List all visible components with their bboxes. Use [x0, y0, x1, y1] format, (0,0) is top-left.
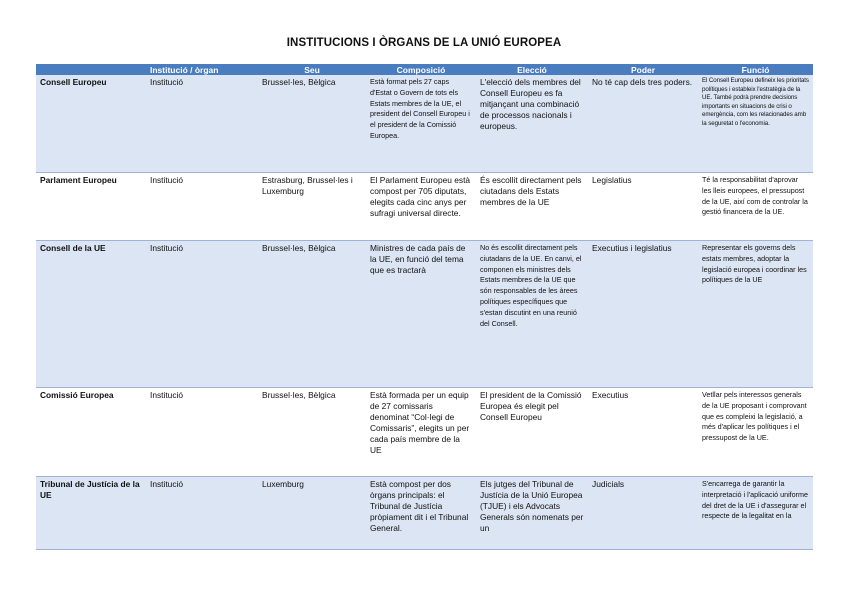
- cell-funcio: Vetllar pels interessos generals de la UE proposant i comprovant que es compleixi la legislació, a més d'aplicar les polítiques i el pressupost de la UE.: [698, 388, 813, 477]
- header-cell-seu: Seu: [258, 64, 366, 75]
- table-row: [36, 241, 813, 388]
- table-row: [36, 75, 813, 173]
- cell-poder: No té cap dels tres poders.: [588, 75, 698, 173]
- cell-poder: Judicials: [588, 477, 698, 550]
- table-row: [36, 173, 813, 241]
- cell-funcio: Té la responsabilitat d'aprovar les lleis europees, el pressupost de la UE, així com de controlar la gestió financera de la UE.: [698, 173, 813, 241]
- cell-name: Parlament Europeu: [36, 173, 146, 241]
- cell-poder: Executius i legislatius: [588, 241, 698, 388]
- table-row: [36, 388, 813, 477]
- header-cell-poder: Poder: [588, 64, 698, 75]
- cell-eleccio: No és escollit directament pels ciutadans de la UE. En canvi, el componen els ministres dels Estats membres de la UE que són responsables de les àrees polítiques específiques que s'estan discutint en una reunió del Consell.: [476, 241, 588, 388]
- header-cell-composicio: Composició: [366, 64, 476, 75]
- cell-funcio: Representar els governs dels estats membres, adoptar la legislació europea i coordinar les polítiques de la UE: [698, 241, 813, 388]
- cell-name: Comissió Europea: [36, 388, 146, 477]
- cell-poder: Legislatius: [588, 173, 698, 241]
- cell-composicio: Està formada per un equip de 27 comissaris denominat “Col·legi de Comissaris”, elegits un per cada país membre de la UE: [366, 388, 476, 477]
- cell-funcio: El Consell Europeu defineix les prioritats polítiques i estableix l'estratègia de la UE. També podrà prendre decisions importants en situacions de crisi o emergència, com les relacionades amb la seguretat o l'economia.: [698, 75, 813, 173]
- header-cell-institution: Institució / òrgan: [146, 64, 258, 75]
- cell-seu: Brussel·les, Bèlgica: [258, 241, 366, 388]
- cell-type: Institució: [146, 75, 258, 173]
- cell-name: Consell Europeu: [36, 75, 146, 173]
- institutions-table: [36, 64, 813, 550]
- header-cell-funcio: Funció: [698, 64, 813, 75]
- cell-type: Institució: [146, 477, 258, 550]
- cell-eleccio: L'elecció dels membres del Consell Europeu es fa mitjançant una combinació de processos nacionals i europeus.: [476, 75, 588, 173]
- cell-eleccio: Els jutges del Tribunal de Justícia de la Unió Europea (TJUE) i els Advocats Generals són nomenats per un: [476, 477, 588, 550]
- cell-type: Institució: [146, 388, 258, 477]
- header-cell-eleccio: Elecció: [476, 64, 588, 75]
- cell-funcio: S'encarrega de garantir la interpretació i l'aplicació uniforme del dret de la UE i d'assegurar el respecte de la legalitat en la: [698, 477, 813, 550]
- cell-name: Tribunal de Justícia de la UE: [36, 477, 146, 550]
- table-header-row: [36, 64, 813, 75]
- cell-eleccio: És escollit directament pels ciutadans dels Estats membres de la UE: [476, 173, 588, 241]
- cell-type: Institució: [146, 241, 258, 388]
- cell-type: Institució: [146, 173, 258, 241]
- cell-seu: Brussel·les, Bèlgica: [258, 388, 366, 477]
- cell-poder: Executius: [588, 388, 698, 477]
- table-row: [36, 477, 813, 550]
- cell-name: Consell de la UE: [36, 241, 146, 388]
- cell-seu: Estrasburg, Brussel·les i Luxemburg: [258, 173, 366, 241]
- document-title: INSTITUCIONS I ÒRGANS DE LA UNIÓ EUROPEA: [286, 37, 562, 49]
- cell-seu: Luxemburg: [258, 477, 366, 550]
- cell-composicio: Està compost per dos òrgans principals: el Tribunal de Justícia pròpiament dit i el Tribunal General.: [366, 477, 476, 550]
- cell-composicio: El Parlament Europeu està compost per 705 diputats, elegits cada cinc anys per sufragi universal directe.: [366, 173, 476, 241]
- cell-eleccio: El president de la Comissió Europea és elegit pel Consell Europeu: [476, 388, 588, 477]
- cell-composicio: Ministres de cada país de la UE, en funció del tema que es tractarà: [366, 241, 476, 388]
- cell-composicio: Està format pels 27 caps d'Estat o Govern de tots els Estats membres de la UE, el president del Consell Europeu i el president de la Comissió Europea.: [366, 75, 476, 173]
- header-cell-empty: [36, 64, 146, 75]
- cell-seu: Brussel·les, Bèlgica: [258, 75, 366, 173]
